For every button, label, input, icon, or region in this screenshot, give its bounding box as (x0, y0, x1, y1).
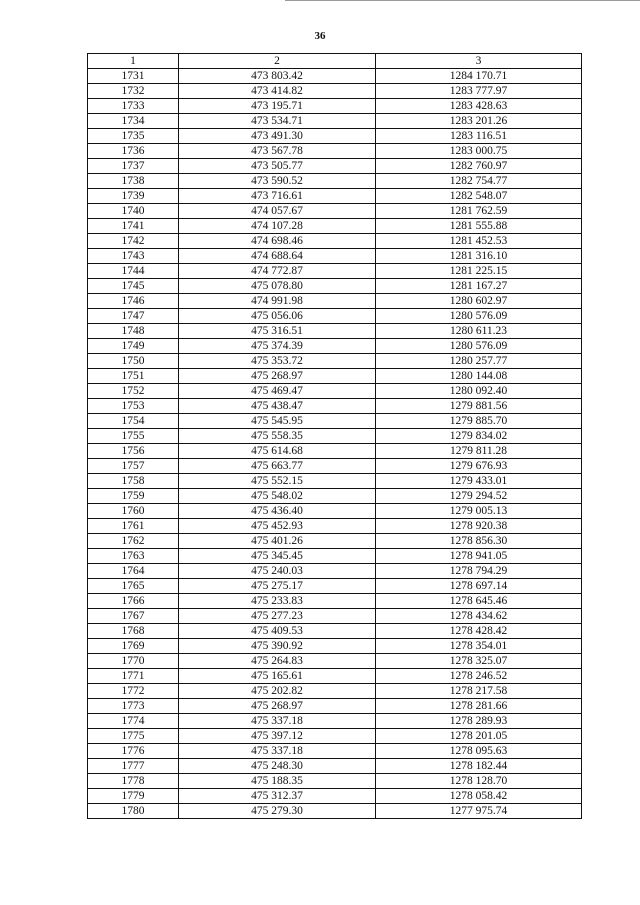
y-coordinate-cell: 1279 676.93 (376, 459, 582, 474)
table-row (88, 69, 582, 84)
x-coordinate-cell: 475 275.17 (179, 579, 376, 594)
y-coordinate-cell: 1278 058.42 (376, 789, 582, 804)
point-number-cell: 1772 (88, 684, 179, 699)
point-number-cell: 1779 (88, 789, 179, 804)
point-number-cell: 1768 (88, 624, 179, 639)
x-coordinate-cell: 475 312.37 (179, 789, 376, 804)
table-row (88, 384, 582, 399)
x-coordinate-cell: 475 409.53 (179, 624, 376, 639)
x-coordinate-cell: 475 548.02 (179, 489, 376, 504)
point-number-cell: 1769 (88, 639, 179, 654)
point-number-cell: 1750 (88, 354, 179, 369)
table-row (88, 699, 582, 714)
point-number-cell: 1766 (88, 594, 179, 609)
y-coordinate-cell: 1281 452.53 (376, 234, 582, 249)
x-coordinate-cell: 473 716.61 (179, 189, 376, 204)
table-row (88, 144, 582, 159)
y-coordinate-cell: 1278 217.58 (376, 684, 582, 699)
table-row (88, 99, 582, 114)
y-coordinate-cell: 1278 201.05 (376, 729, 582, 744)
table-row (88, 624, 582, 639)
x-coordinate-cell: 475 188.35 (179, 774, 376, 789)
point-number-cell: 1756 (88, 444, 179, 459)
table-row (88, 504, 582, 519)
point-number-cell: 1764 (88, 564, 179, 579)
table-row (88, 774, 582, 789)
point-number-cell: 1732 (88, 84, 179, 99)
y-coordinate-cell: 1280 257.77 (376, 354, 582, 369)
point-number-cell: 1735 (88, 129, 179, 144)
x-coordinate-cell: 475 165.61 (179, 669, 376, 684)
y-coordinate-cell: 1280 576.09 (376, 339, 582, 354)
y-coordinate-cell: 1280 144.08 (376, 369, 582, 384)
x-coordinate-cell: 474 772.87 (179, 264, 376, 279)
y-coordinate-cell: 1278 182.44 (376, 759, 582, 774)
point-number-cell: 1746 (88, 294, 179, 309)
x-coordinate-cell: 475 337.18 (179, 744, 376, 759)
point-number-cell: 1749 (88, 339, 179, 354)
x-coordinate-cell: 475 438.47 (179, 399, 376, 414)
point-number-cell: 1736 (88, 144, 179, 159)
y-coordinate-cell: 1280 092.40 (376, 384, 582, 399)
x-coordinate-cell: 475 390.92 (179, 639, 376, 654)
x-coordinate-cell: 475 316.51 (179, 324, 376, 339)
point-number-cell: 1741 (88, 219, 179, 234)
x-coordinate-cell: 475 240.03 (179, 564, 376, 579)
point-number-cell: 1738 (88, 174, 179, 189)
y-coordinate-cell: 1278 856.30 (376, 534, 582, 549)
point-number-cell: 1742 (88, 234, 179, 249)
point-number-cell: 1760 (88, 504, 179, 519)
table-body (88, 69, 582, 819)
y-coordinate-cell: 1280 602.97 (376, 294, 582, 309)
point-number-cell: 1747 (88, 309, 179, 324)
table-row (88, 759, 582, 774)
table-row (88, 714, 582, 729)
point-number-cell: 1757 (88, 459, 179, 474)
point-number-cell: 1761 (88, 519, 179, 534)
table-row (88, 264, 582, 279)
x-coordinate-cell: 475 337.18 (179, 714, 376, 729)
page-number: 36 (314, 30, 326, 42)
point-number-cell: 1740 (88, 204, 179, 219)
y-coordinate-cell: 1280 611.23 (376, 324, 582, 339)
y-coordinate-cell: 1278 645.46 (376, 594, 582, 609)
table-row (88, 429, 582, 444)
y-coordinate-cell: 1279 881.56 (376, 399, 582, 414)
point-number-cell: 1759 (88, 489, 179, 504)
table-row (88, 534, 582, 549)
top-border-line (285, 0, 640, 1)
point-number-cell: 1754 (88, 414, 179, 429)
point-number-cell: 1765 (88, 579, 179, 594)
y-coordinate-cell: 1279 294.52 (376, 489, 582, 504)
table-row (88, 114, 582, 129)
y-coordinate-cell: 1279 811.28 (376, 444, 582, 459)
point-number-cell: 1733 (88, 99, 179, 114)
table-row (88, 549, 582, 564)
y-coordinate-cell: 1278 920.38 (376, 519, 582, 534)
table-row (88, 204, 582, 219)
table-row (88, 339, 582, 354)
y-coordinate-cell: 1280 576.09 (376, 309, 582, 324)
y-coordinate-cell: 1282 548.07 (376, 189, 582, 204)
x-coordinate-cell: 473 195.71 (179, 99, 376, 114)
table-row (88, 564, 582, 579)
y-coordinate-cell: 1278 941.05 (376, 549, 582, 564)
table-row (88, 729, 582, 744)
table-row (88, 444, 582, 459)
y-coordinate-cell: 1278 794.29 (376, 564, 582, 579)
y-coordinate-cell: 1283 777.97 (376, 84, 582, 99)
table-row (88, 324, 582, 339)
y-coordinate-cell: 1278 428.42 (376, 624, 582, 639)
y-coordinate-cell: 1281 225.15 (376, 264, 582, 279)
y-coordinate-cell: 1278 354.01 (376, 639, 582, 654)
y-coordinate-cell: 1278 697.14 (376, 579, 582, 594)
table-row (88, 294, 582, 309)
y-coordinate-cell: 1278 095.63 (376, 744, 582, 759)
table-row (88, 234, 582, 249)
table-row (88, 579, 582, 594)
x-coordinate-cell: 475 345.45 (179, 549, 376, 564)
table-row (88, 744, 582, 759)
y-coordinate-cell: 1283 000.75 (376, 144, 582, 159)
table-row (88, 594, 582, 609)
point-number-cell: 1748 (88, 324, 179, 339)
y-coordinate-cell: 1279 433.01 (376, 474, 582, 489)
x-coordinate-cell: 475 279.30 (179, 804, 376, 819)
y-coordinate-cell: 1278 289.93 (376, 714, 582, 729)
table-row (88, 249, 582, 264)
coordinates-table (87, 53, 582, 819)
table-row (88, 654, 582, 669)
table-row (88, 279, 582, 294)
point-number-cell: 1776 (88, 744, 179, 759)
point-number-cell: 1752 (88, 384, 179, 399)
x-coordinate-cell: 475 614.68 (179, 444, 376, 459)
x-coordinate-cell: 474 107.28 (179, 219, 376, 234)
point-number-cell: 1771 (88, 669, 179, 684)
y-coordinate-cell: 1281 762.59 (376, 204, 582, 219)
table-row (88, 174, 582, 189)
x-coordinate-cell: 475 202.82 (179, 684, 376, 699)
point-number-cell: 1739 (88, 189, 179, 204)
x-coordinate-cell: 474 057.67 (179, 204, 376, 219)
table-row (88, 789, 582, 804)
x-coordinate-cell: 475 248.30 (179, 759, 376, 774)
point-number-cell: 1744 (88, 264, 179, 279)
y-coordinate-cell: 1278 128.70 (376, 774, 582, 789)
y-coordinate-cell: 1279 005.13 (376, 504, 582, 519)
table-row (88, 459, 582, 474)
point-number-cell: 1755 (88, 429, 179, 444)
table-row (88, 129, 582, 144)
table-row (88, 519, 582, 534)
point-number-cell: 1751 (88, 369, 179, 384)
x-coordinate-cell: 475 374.39 (179, 339, 376, 354)
x-coordinate-cell: 475 469.47 (179, 384, 376, 399)
x-coordinate-cell: 475 353.72 (179, 354, 376, 369)
point-number-cell: 1737 (88, 159, 179, 174)
x-coordinate-cell: 473 491.30 (179, 129, 376, 144)
table-row (88, 414, 582, 429)
point-number-cell: 1743 (88, 249, 179, 264)
column-header: 1 (88, 54, 179, 69)
column-header: 3 (376, 54, 582, 69)
table-row (88, 489, 582, 504)
x-coordinate-cell: 475 452.93 (179, 519, 376, 534)
y-coordinate-cell: 1284 170.71 (376, 69, 582, 84)
x-coordinate-cell: 473 414.82 (179, 84, 376, 99)
y-coordinate-cell: 1283 201.26 (376, 114, 582, 129)
x-coordinate-cell: 475 558.35 (179, 429, 376, 444)
x-coordinate-cell: 475 233.83 (179, 594, 376, 609)
table-row (88, 669, 582, 684)
x-coordinate-cell: 475 401.26 (179, 534, 376, 549)
y-coordinate-cell: 1277 975.74 (376, 804, 582, 819)
y-coordinate-cell: 1281 555.88 (376, 219, 582, 234)
table-row (88, 684, 582, 699)
x-coordinate-cell: 475 663.77 (179, 459, 376, 474)
x-coordinate-cell: 475 397.12 (179, 729, 376, 744)
table-row (88, 309, 582, 324)
x-coordinate-cell: 475 078.80 (179, 279, 376, 294)
point-number-cell: 1745 (88, 279, 179, 294)
x-coordinate-cell: 473 534.71 (179, 114, 376, 129)
y-coordinate-cell: 1278 434.62 (376, 609, 582, 624)
y-coordinate-cell: 1283 428.63 (376, 99, 582, 114)
point-number-cell: 1763 (88, 549, 179, 564)
y-coordinate-cell: 1279 885.70 (376, 414, 582, 429)
table-row (88, 639, 582, 654)
point-number-cell: 1731 (88, 69, 179, 84)
point-number-cell: 1774 (88, 714, 179, 729)
y-coordinate-cell: 1282 754.77 (376, 174, 582, 189)
point-number-cell: 1758 (88, 474, 179, 489)
table-row (88, 159, 582, 174)
x-coordinate-cell: 475 268.97 (179, 369, 376, 384)
x-coordinate-cell: 473 505.77 (179, 159, 376, 174)
x-coordinate-cell: 475 277.23 (179, 609, 376, 624)
point-number-cell: 1734 (88, 114, 179, 129)
point-number-cell: 1777 (88, 759, 179, 774)
y-coordinate-cell: 1278 246.52 (376, 669, 582, 684)
x-coordinate-cell: 474 698.46 (179, 234, 376, 249)
y-coordinate-cell: 1278 281.66 (376, 699, 582, 714)
point-number-cell: 1780 (88, 804, 179, 819)
point-number-cell: 1762 (88, 534, 179, 549)
x-coordinate-cell: 475 545.95 (179, 414, 376, 429)
table-row (88, 189, 582, 204)
table-row (88, 609, 582, 624)
table-row (88, 369, 582, 384)
table-row (88, 219, 582, 234)
x-coordinate-cell: 473 590.52 (179, 174, 376, 189)
x-coordinate-cell: 475 264.83 (179, 654, 376, 669)
header-row (88, 54, 582, 69)
x-coordinate-cell: 475 552.15 (179, 474, 376, 489)
x-coordinate-cell: 475 436.40 (179, 504, 376, 519)
table-row (88, 474, 582, 489)
point-number-cell: 1770 (88, 654, 179, 669)
table-row (88, 84, 582, 99)
x-coordinate-cell: 474 688.64 (179, 249, 376, 264)
point-number-cell: 1767 (88, 609, 179, 624)
x-coordinate-cell: 473 567.78 (179, 144, 376, 159)
y-coordinate-cell: 1281 316.10 (376, 249, 582, 264)
table-row (88, 804, 582, 819)
y-coordinate-cell: 1278 325.07 (376, 654, 582, 669)
x-coordinate-cell: 474 991.98 (179, 294, 376, 309)
point-number-cell: 1775 (88, 729, 179, 744)
column-header: 2 (179, 54, 376, 69)
x-coordinate-cell: 475 056.06 (179, 309, 376, 324)
x-coordinate-cell: 475 268.97 (179, 699, 376, 714)
table-row (88, 354, 582, 369)
point-number-cell: 1753 (88, 399, 179, 414)
y-coordinate-cell: 1283 116.51 (376, 129, 582, 144)
y-coordinate-cell: 1282 760.97 (376, 159, 582, 174)
y-coordinate-cell: 1281 167.27 (376, 279, 582, 294)
point-number-cell: 1778 (88, 774, 179, 789)
x-coordinate-cell: 473 803.42 (179, 69, 376, 84)
table-row (88, 399, 582, 414)
y-coordinate-cell: 1279 834.02 (376, 429, 582, 444)
point-number-cell: 1773 (88, 699, 179, 714)
